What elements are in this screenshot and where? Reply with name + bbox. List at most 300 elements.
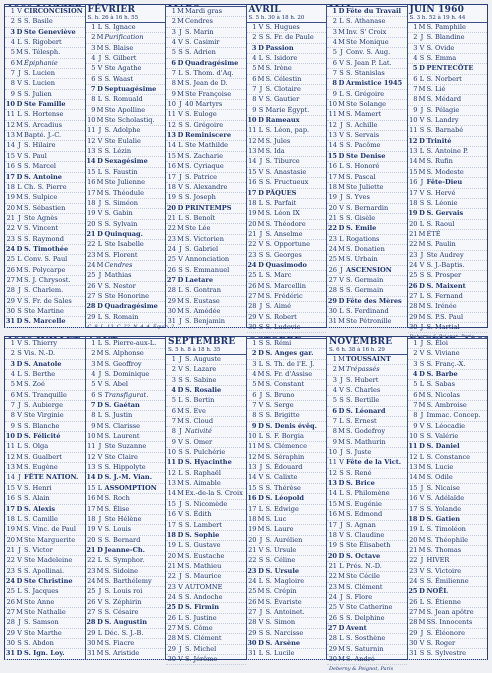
weekday-letter: M	[96, 566, 104, 575]
month-name: SEPTEMBRE	[168, 337, 236, 347]
day-row	[327, 552, 407, 562]
saint-name: Conv. S. Paul	[24, 255, 68, 264]
weekday-letter: M	[257, 380, 265, 389]
saint-name: S. Flore	[346, 592, 373, 601]
saint-name: Ste Madeleine	[24, 556, 73, 565]
day-row	[5, 598, 85, 608]
day-number: 16	[87, 494, 96, 503]
weekday-letter: L	[17, 587, 22, 596]
weekday-letter: D	[258, 260, 264, 269]
day-row	[247, 292, 327, 302]
day-row	[247, 302, 327, 312]
saint-name: S. Germain	[346, 286, 384, 295]
weekday-letter: J	[340, 193, 343, 202]
weekday-letter: J	[259, 302, 263, 311]
saint-name: Purification	[104, 33, 144, 42]
weekday-letter: D	[177, 203, 184, 212]
saint-name: S. Gisèle	[346, 213, 376, 222]
saint-name: S. Emmanuel	[185, 265, 230, 274]
calendar-second-half	[4, 336, 488, 673]
day-number: 13	[409, 463, 418, 472]
day-row	[327, 307, 407, 317]
day-row	[247, 116, 327, 126]
day-number: 24	[328, 244, 337, 253]
day-row	[86, 95, 166, 105]
saint-name: S. Philomène	[346, 489, 390, 498]
saint-name: S. Zéphirin	[104, 597, 142, 606]
day-number: 11	[6, 442, 15, 451]
saint-name: S. Hyacinthe	[185, 458, 232, 467]
day-number: 1	[252, 23, 257, 31]
saint-name: S. Jean de D.	[185, 79, 228, 88]
saint-name: Cendres	[104, 260, 133, 269]
day-list	[86, 23, 166, 323]
weekday-letter: D	[16, 244, 23, 253]
day-number: 15	[328, 499, 337, 508]
weekday-letter: M	[177, 634, 184, 643]
weekday-letter: M	[257, 64, 265, 73]
saint-name: S. Clotaire	[265, 85, 301, 94]
weekday-letter: M	[96, 116, 104, 125]
day-number: 11	[248, 126, 257, 135]
weekday-letter: M	[96, 576, 104, 585]
day-row	[247, 370, 327, 380]
day-row	[166, 245, 246, 255]
weekday-letter: D	[258, 421, 264, 430]
weekday-letter: M	[16, 390, 23, 399]
weekday-letter: V	[339, 386, 344, 395]
weekday-letter: S	[17, 566, 22, 575]
saint-name: S. Raoul	[426, 219, 455, 228]
saint-name: S. Hilaire	[24, 141, 56, 150]
day-number: 11	[166, 458, 176, 467]
day-row	[86, 282, 166, 292]
day-number: 27	[248, 607, 257, 616]
saint-name: Ch. S. Pierre	[24, 182, 67, 191]
day-number: 4	[332, 386, 337, 395]
day-number: 26	[408, 281, 418, 290]
weekday-letter: J	[420, 483, 424, 492]
weekday-letter: J	[259, 535, 263, 544]
weekday-letter: M	[338, 644, 345, 653]
weekday-letter: L	[258, 271, 264, 280]
day-number: 31	[87, 649, 96, 658]
saint-name: Laetare	[185, 275, 214, 284]
saint-name: S. Fr. de Sales	[24, 296, 72, 305]
saint-name: S. Paulin	[426, 240, 456, 249]
weekday-letter: S	[419, 432, 425, 441]
day-row	[166, 489, 246, 499]
weekday-letter: J	[98, 198, 102, 207]
day-row	[5, 629, 85, 639]
day-number: 29	[167, 644, 176, 653]
day-number: 4	[171, 38, 176, 47]
weekday-letter: V	[178, 437, 183, 446]
day-row	[327, 286, 407, 296]
saint-name: S. Edwige	[265, 504, 299, 513]
weekday-letter: D	[419, 281, 425, 290]
weekday-letter: V	[258, 312, 264, 321]
weekday-letter: L	[258, 54, 264, 63]
saint-name: S. Eve	[185, 406, 206, 415]
day-number: 29	[167, 296, 176, 305]
weekday-letter: J	[420, 556, 424, 565]
saint-name: Fête de la Vict.	[346, 458, 402, 467]
saint-name: Vis. N.-D.	[24, 349, 56, 358]
weekday-letter: M	[418, 618, 426, 627]
weekday-letter: L	[178, 468, 183, 477]
day-row	[247, 546, 327, 556]
saint-name: S. Urbain	[346, 255, 378, 264]
weekday-letter: D	[97, 157, 103, 166]
day-number: 18	[167, 182, 176, 191]
saint-name: S. Ursule	[265, 566, 300, 575]
saint-name: S. Thierry	[24, 339, 58, 347]
day-row	[327, 90, 407, 100]
saint-name: S. Ign. Loy.	[24, 649, 65, 658]
day-number: 3	[91, 359, 96, 368]
day-row	[408, 168, 488, 178]
day-number: 18	[328, 182, 337, 191]
day-row	[166, 7, 246, 17]
weekday-letter: J	[18, 545, 21, 554]
sun-times: S. 5 h. 8 à 18 h. 35	[168, 347, 221, 353]
day-number: 1	[332, 7, 337, 15]
day-number: 2	[332, 365, 337, 374]
day-row	[327, 224, 407, 234]
day-number: 23	[6, 566, 15, 575]
day-number: 23	[248, 250, 257, 259]
day-row	[86, 85, 166, 95]
weekday-letter: L	[178, 141, 183, 150]
saint-name: S. Aurélien	[265, 535, 303, 544]
day-row	[408, 339, 488, 349]
saint-name: Ex.-de-la S. Croix	[185, 489, 243, 498]
month-column	[247, 337, 328, 659]
weekday-letter: V	[17, 556, 22, 565]
day-number: 20	[409, 219, 418, 228]
weekday-letter: L	[17, 182, 22, 191]
weekday-letter: M	[177, 489, 184, 498]
day-number: 8	[10, 79, 15, 88]
saint-name: S. Julien	[24, 89, 52, 98]
weekday-letter: D	[338, 79, 345, 88]
day-row	[86, 484, 166, 494]
weekday-letter: M	[96, 359, 104, 368]
weekday-letter: D	[419, 136, 425, 145]
day-row	[86, 261, 166, 271]
day-row	[247, 473, 327, 483]
weekday-letter: M	[338, 38, 345, 47]
day-number: 24	[248, 576, 257, 585]
weekday-letter: M	[96, 638, 104, 647]
saint-name: S. Gaétan	[104, 401, 140, 410]
day-number: 28	[6, 286, 15, 295]
saint-name: S. Côme	[185, 623, 213, 632]
weekday-letter: L	[258, 576, 264, 585]
weekday-letter: L	[258, 359, 264, 368]
day-number: 30	[409, 322, 418, 331]
day-row	[247, 147, 327, 157]
weekday-letter: L	[97, 23, 103, 31]
day-number: 8	[171, 427, 176, 436]
day-row	[327, 7, 407, 17]
day-row	[247, 525, 327, 535]
day-row	[247, 339, 327, 349]
day-number: 13	[409, 147, 418, 156]
saint-name: S. Thomas	[426, 545, 462, 554]
saint-name: S. Gautier	[265, 95, 300, 104]
day-row	[408, 189, 488, 199]
day-row	[86, 313, 166, 323]
day-row	[166, 255, 246, 265]
day-number: 30	[6, 306, 15, 315]
weekday-letter: J	[179, 244, 182, 253]
sun-times: S. 5 h. 30 à 18 h. 20	[248, 15, 305, 21]
day-number: 8	[91, 95, 96, 104]
day-number: 8	[171, 79, 176, 88]
saint-name: Quinquag.	[104, 229, 143, 238]
weekday-letter: V	[178, 38, 183, 47]
day-number: 6	[332, 406, 337, 415]
month-footnote: C. 9. L. 13. C. 22. N. 4. 4. Équin. 2	[87, 323, 175, 330]
day-number: 28	[248, 302, 257, 311]
weekday-letter: V	[17, 296, 22, 305]
day-row	[327, 69, 407, 79]
day-number: 19	[408, 209, 418, 218]
day-number: 2	[91, 33, 96, 42]
day-number: 22	[6, 224, 15, 233]
day-number: 7	[10, 401, 15, 410]
day-number: 10	[87, 432, 96, 441]
day-row	[5, 266, 85, 276]
day-row	[166, 510, 246, 520]
weekday-letter: M	[96, 260, 104, 269]
saint-name: S. Bertin	[185, 396, 215, 405]
day-row	[247, 401, 327, 411]
saint-name: S. Parfait	[265, 198, 297, 207]
day-row	[247, 157, 327, 167]
day-row	[5, 370, 85, 380]
weekday-letter: L	[419, 74, 425, 83]
day-number: 19	[6, 525, 15, 534]
day-number: 7	[252, 401, 257, 410]
day-row	[166, 141, 246, 151]
day-row	[5, 515, 85, 525]
day-number: 31	[5, 649, 15, 658]
weekday-letter: M	[257, 597, 265, 606]
day-number: 28	[86, 302, 96, 311]
weekday-letter: L	[97, 312, 103, 321]
day-number: 17	[5, 172, 15, 181]
day-row	[5, 162, 85, 172]
day-number: 7	[171, 417, 176, 426]
saint-name: S. Bernard	[104, 535, 141, 544]
day-row	[327, 386, 407, 396]
day-row	[5, 442, 85, 452]
day-row	[86, 339, 166, 349]
day-row	[247, 618, 327, 628]
day-row	[5, 224, 85, 234]
day-row	[5, 204, 85, 214]
day-number: 19	[328, 193, 337, 202]
day-row	[5, 494, 85, 504]
saint-name: S. Laure	[265, 525, 294, 534]
day-number: 18	[87, 198, 96, 207]
day-number: 27	[328, 275, 337, 284]
saint-name: Ste Monique	[346, 38, 389, 47]
saint-name: S. Justine	[185, 613, 217, 622]
saint-name: S. Cloud	[185, 417, 214, 426]
day-row	[247, 44, 327, 54]
day-row	[86, 598, 166, 608]
weekday-letter: J	[179, 644, 182, 653]
weekday-letter: M	[338, 572, 345, 581]
weekday-letter: L	[419, 219, 425, 228]
day-row	[408, 401, 488, 411]
day-row	[408, 349, 488, 359]
saint-name: S. Waast	[104, 74, 134, 83]
day-number: 15	[87, 483, 96, 492]
weekday-letter: M	[257, 281, 265, 290]
day-row	[247, 230, 327, 240]
day-number: 22	[6, 556, 15, 565]
weekday-letter: M	[418, 167, 426, 176]
day-row	[327, 500, 407, 510]
saint-name: S. Faustin	[104, 167, 138, 176]
day-row	[86, 370, 166, 380]
month-name: NOVEMBRE	[329, 337, 393, 347]
day-row	[247, 587, 327, 597]
day-row	[408, 463, 488, 473]
day-row	[86, 292, 166, 302]
saint-name: S. Ignace	[104, 23, 136, 31]
day-number: 17	[328, 172, 337, 181]
day-list	[327, 7, 407, 328]
day-row	[166, 235, 246, 245]
saint-name: S. Antoine P.	[426, 147, 469, 156]
weekday-letter: S	[419, 198, 425, 207]
day-row	[5, 360, 85, 370]
weekday-letter: S	[258, 33, 264, 42]
day-row	[327, 583, 407, 593]
day-row	[408, 261, 488, 271]
day-row	[327, 214, 407, 224]
weekday-letter: J	[179, 27, 182, 36]
day-row	[5, 141, 85, 151]
saint-name: S. Gustave	[185, 541, 221, 550]
saint-name: S. Luc	[265, 514, 287, 523]
saint-name: S. Calixte	[265, 473, 298, 482]
saint-name: S. Grégoire	[346, 89, 385, 98]
day-number: 14	[167, 489, 176, 498]
day-row	[166, 521, 246, 531]
weekday-letter: L	[178, 613, 183, 622]
saint-name: S. Th. de l'E. J.	[265, 359, 315, 368]
saint-name: S. Blanche	[24, 421, 60, 430]
day-row	[86, 23, 166, 33]
day-row	[247, 240, 327, 250]
day-row	[86, 442, 166, 452]
day-list	[86, 339, 166, 660]
saint-name: S. Victoire	[426, 566, 462, 575]
weekday-letter: V	[17, 224, 22, 233]
day-number: 29	[87, 628, 96, 637]
weekday-letter: D	[338, 479, 345, 488]
weekday-letter: M	[338, 582, 345, 591]
day-number: 4	[10, 370, 15, 379]
saint-name: S. Arsène	[265, 638, 301, 647]
weekday-letter: M	[338, 365, 345, 374]
day-number: 13	[87, 463, 96, 472]
weekday-letter: M	[418, 85, 426, 94]
saint-name: S. Fr. de Paule	[265, 33, 314, 42]
saint-name: S. Léon, pap.	[265, 126, 310, 135]
day-row	[86, 546, 166, 556]
saint-name: S. Louis roi	[104, 587, 143, 596]
day-list	[327, 355, 407, 665]
weekday-letter: M	[177, 479, 184, 488]
saint-name: S. Vinc. de Paul	[24, 525, 77, 534]
day-number: 15	[167, 151, 176, 160]
day-row	[86, 411, 166, 421]
day-number: 20	[87, 219, 96, 228]
day-number: 23	[167, 582, 176, 591]
day-number: 10	[5, 100, 15, 109]
saint-name: S. Pélagie	[426, 105, 460, 114]
saint-name: S. Césaire	[104, 607, 139, 616]
day-number: 25	[6, 587, 15, 596]
day-number: 20	[248, 219, 257, 228]
weekday-letter: D	[338, 406, 345, 415]
saint-name: S. Joseph	[185, 193, 216, 202]
saint-name: S. Mathieu	[185, 561, 222, 570]
day-number: 4	[252, 54, 257, 63]
day-row	[408, 282, 488, 292]
month-column	[5, 5, 86, 327]
saint-name: ASSOMPTION	[104, 483, 157, 492]
day-row	[327, 489, 407, 499]
saint-name: Ste Lée	[185, 224, 211, 233]
weekday-letter: L	[17, 514, 22, 523]
day-row	[408, 137, 488, 147]
saint-name: S. Eugénie	[346, 499, 382, 508]
weekday-letter: M	[16, 48, 23, 57]
weekday-letter: S	[97, 74, 103, 83]
saint-name: 40 Martyrs	[185, 100, 223, 109]
day-number: 9	[332, 437, 337, 446]
saint-name: S. Léonie	[426, 198, 458, 207]
weekday-letter: J	[98, 126, 102, 135]
day-row	[86, 556, 166, 566]
weekday-letter: J	[98, 587, 102, 596]
day-row	[86, 391, 166, 401]
day-number: 30	[328, 654, 337, 663]
day-row	[327, 355, 407, 365]
saint-name: S. Norbert	[426, 74, 462, 83]
day-row	[166, 173, 246, 183]
day-number: 23	[87, 250, 96, 259]
day-number: 20	[327, 551, 337, 560]
weekday-letter: L	[419, 597, 425, 606]
weekday-letter: S	[419, 271, 425, 280]
day-number: 22	[409, 556, 418, 565]
weekday-letter: V	[258, 401, 264, 410]
day-number: 21	[86, 545, 96, 554]
saint-name: Ste Eulalie	[104, 136, 141, 145]
day-row	[166, 38, 246, 48]
weekday-letter: M	[177, 406, 184, 415]
